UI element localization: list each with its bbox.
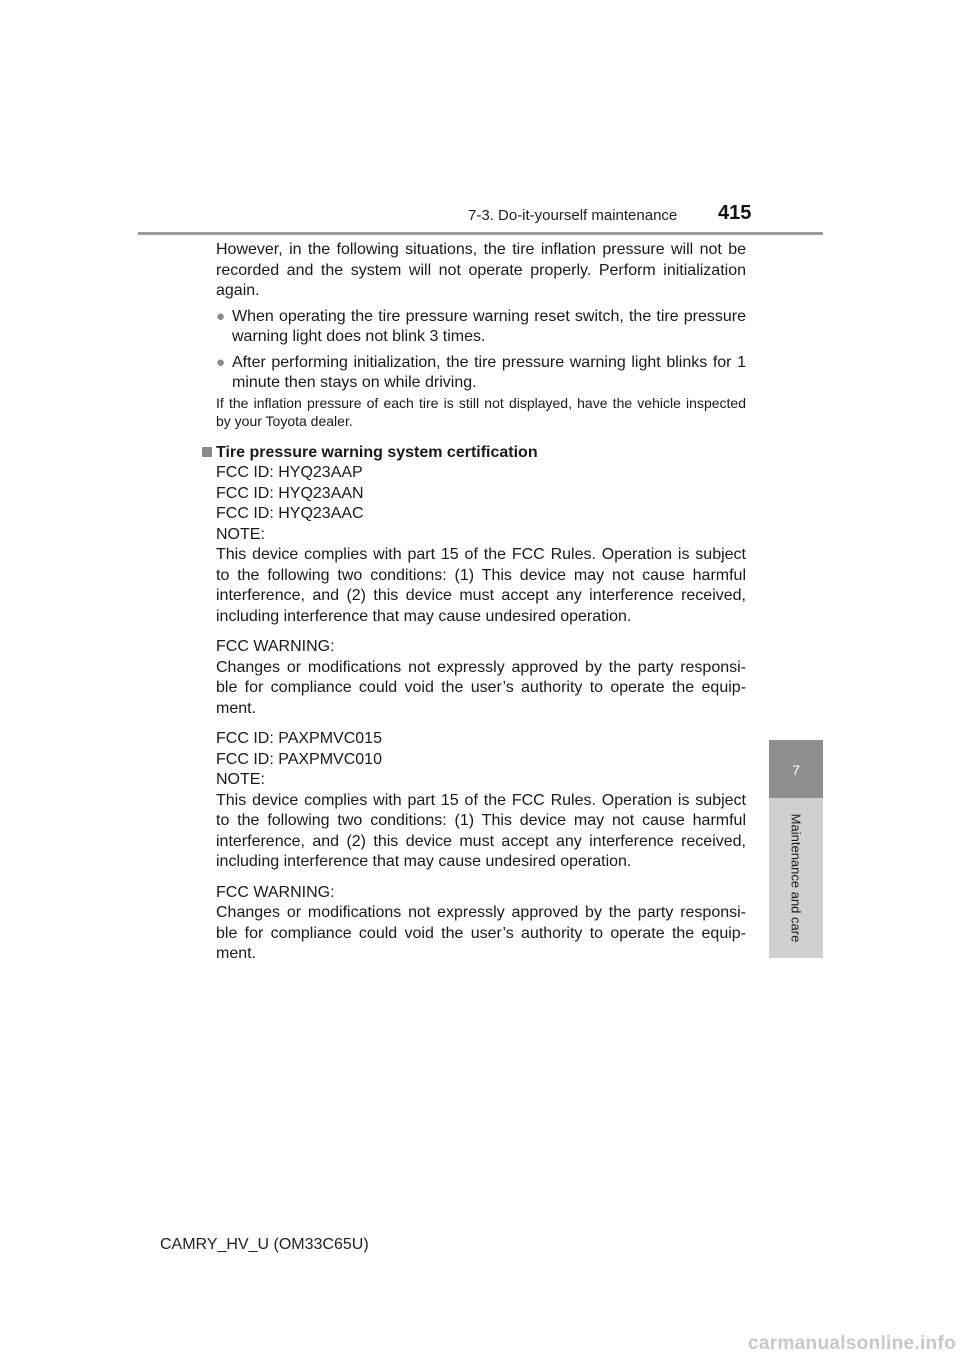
note-label: NOTE: [216,525,265,543]
note-text: This device complies with part 15 of the FCC Rules. Operation is subject to the following two conditions: (1) This device may not cause harmful interference, and (2) this device must accept any interference received, including interference that may cause undesired operation. [216,546,746,625]
header-divider [138,232,823,235]
chapter-label-strip [769,798,823,958]
chapter-tab [769,740,823,798]
warning-text: Changes or modifications not expressly approved by the party responsi-ble for compliance could void the user’s authority to operate the equip-ment. [216,904,746,962]
bullet-circle-icon: ● [216,353,226,371]
note-text: This device complies with part 15 of the FCC Rules. Operation is subject to the following two conditions: (1) This device may not cause harmful interference, and (2) this device must accept any interference received, including interference that may cause undesired operation. [216,791,746,870]
page-content [216,240,746,965]
certification-heading-text: Tire pressure warning system certification [216,443,538,461]
warning-label: FCC WARNING: [216,883,335,901]
chapter-number: 7 [792,762,800,778]
bullet-text: When operating the tire pressure warning reset switch, the tire pressure warning light does not blink 3 times. [232,307,746,345]
warning-text: Changes or modifications not expressly approved by the party responsi-ble for compliance could void the user’s authority to operate the equip-ment. [216,658,746,717]
fcc-id: FCC ID: PAXPMVC015 [216,730,382,747]
warning-label: FCC WARNING: [216,638,335,655]
fcc-id-list-1 [216,463,746,525]
intro-paragraph: However, in the following situations, the tire inflation pressure will not be recorded and the system will not operate properly. Perform initialization again. [216,241,746,299]
fcc-warning-2 [216,883,746,965]
chapter-label: Maintenance and care [788,813,804,943]
section-title: 7-3. Do-it-yourself maintenance [468,207,678,224]
bullet-text: After performing initialization, the tire pressure warning light blinks for 1 minute then stays on while driving. [232,353,746,391]
bullet-circle-icon: ● [216,307,226,325]
footer-model-code: CAMRY_HV_U (OM33C65U) [160,1236,369,1253]
page-number: 415 [718,202,752,224]
note-label: NOTE: [216,771,265,788]
fcc-id: FCC ID: HYQ23AAN [216,484,364,502]
dealer-note: If the inflation pressure of each tire is still not displayed, have the vehicle inspected by your Toyota dealer. [216,394,746,429]
square-bullet-icon [202,447,212,457]
bullet-item [216,353,746,394]
fcc-id: FCC ID: HYQ23AAC [216,505,364,522]
bullet-item [216,307,746,348]
watermark: carmanualsonline.info [748,1333,956,1354]
fcc-warning-1 [216,637,746,719]
fcc-id-list-2 [216,729,746,770]
fcc-id: FCC ID: PAXPMVC010 [216,750,382,768]
certification-heading [216,443,746,464]
fcc-id: FCC ID: HYQ23AAP [216,464,363,481]
